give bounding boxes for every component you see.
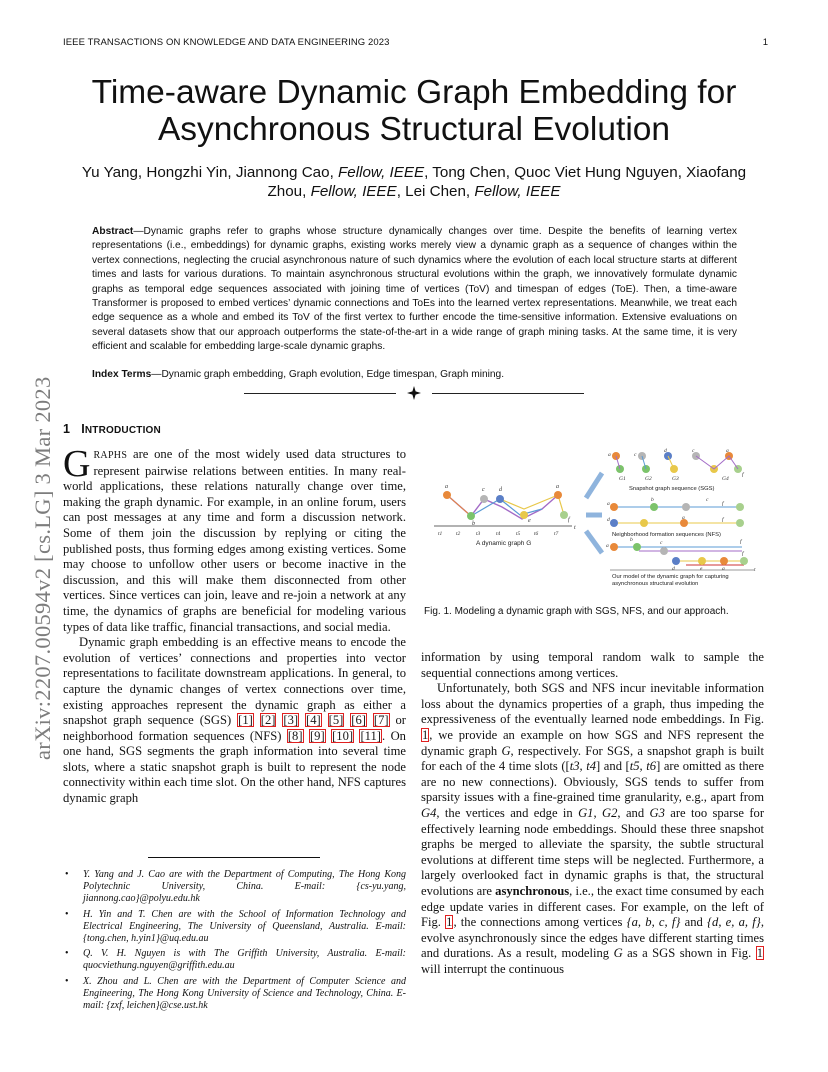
svg-text:e: e: [700, 566, 703, 572]
citation-link[interactable]: [6]: [351, 713, 366, 728]
time-label: t4: [496, 531, 501, 537]
index-terms-text: —Dynamic graph embedding, Graph evolution, Edge timespan, Graph mining.: [151, 369, 505, 380]
figure-link[interactable]: 1: [422, 727, 429, 742]
math-G4: G4: [421, 805, 437, 820]
intro-p2c: . On one hand, SGS segments the graph information into several time slots, where a static snapshot graph is built to represent the node connectivity within each time slot. On the other hand, NFS captures dynamic graph: [63, 728, 406, 806]
footnote-text: H. Yin and T. Chen are with the School of Information Technology and Electrical Engineering, The University of Queensland, Australia. E-mail: {tong.chen, h.yin1}@uq.edu.au: [83, 908, 406, 945]
svg-text:b: b: [651, 497, 654, 503]
svg-text:a: a: [722, 566, 725, 572]
intro-paragraph-2: [63, 635, 406, 807]
section-title-rest: NTRODUCTION: [84, 425, 161, 436]
running-head: IEEE TRANSACTIONS ON KNOWLEDGE AND DATA ENGINEERING 2023: [63, 37, 390, 48]
snapshot-name: G2: [645, 476, 652, 482]
authors-part-2: , Tong Chen, Quoc Viet Hung Nguyen, Xiaofang Zhou,: [267, 164, 747, 200]
text: Unfortunately, both SGS and NFS incur inevitable information loss about the dynamics properties of a graph, thus impeding the expressiveness of the eventually learned node embeddings. In Fig.: [421, 681, 764, 727]
abstract-label: Abstract: [92, 226, 134, 237]
dropcap: G: [63, 443, 91, 485]
node-c: [480, 495, 488, 503]
text: as a SGS shown in Fig.: [622, 946, 756, 961]
paper-title: Time-aware Dynamic Graph Embedding for Asynchronous Structural Evolution: [91, 74, 737, 148]
time-label: t6: [534, 531, 539, 537]
footnote-rule: [148, 857, 320, 858]
node-e: [520, 511, 528, 519]
sgs-panel: [608, 448, 745, 492]
svg-text:t: t: [574, 525, 576, 531]
svg-text:f: f: [740, 539, 742, 545]
math-G1: G1: [578, 805, 594, 820]
intro-p2b: or neighborhood formation sequences (NFS): [63, 713, 406, 743]
svg-text:a: a: [682, 515, 685, 521]
svg-text:c: c: [706, 497, 709, 503]
intro-smallcaps: RAPHS: [93, 450, 128, 461]
ours-panel: [606, 537, 756, 587]
svg-text:d: d: [664, 448, 667, 454]
svg-text:a: a: [445, 484, 448, 490]
time-label: t3: [476, 531, 481, 537]
citation-link[interactable]: [9]: [309, 728, 325, 743]
footnotes: [63, 869, 406, 1015]
svg-text:t: t: [754, 567, 756, 573]
svg-text:a: a: [608, 452, 611, 458]
figure-1: [424, 443, 764, 593]
svg-text:f: f: [722, 517, 724, 523]
svg-text:a: a: [726, 448, 729, 454]
text: , the connections among vertices: [453, 915, 627, 930]
ours-label-2: asynchronous structural evolution: [612, 581, 699, 587]
dynamic-graph-label: A dynamic graph G: [476, 540, 532, 547]
math-set: {a, b, c, f}: [626, 915, 681, 930]
index-terms: [92, 368, 737, 382]
arxiv-stamp: [22, 290, 62, 760]
sgs-label: Snapshot graph sequence (SGS): [629, 486, 715, 492]
dynamic-graph-panel: [434, 484, 576, 547]
svg-text:d: d: [499, 487, 502, 493]
authors-fellow-2: Fellow, IEEE: [310, 183, 397, 200]
intro-paragraph-1: [63, 443, 406, 635]
index-terms-label: Index Terms: [92, 369, 152, 380]
citation-link[interactable]: [8]: [287, 728, 303, 743]
footnote-1: • Y. Yang and J. Cao are with the Department of Computing, The Hong Kong Polytechnic University, China. E-mail: {cs-yu.yang, jiannong.cao}@polyu.edu.hk: [65, 869, 406, 905]
math-G2: G2: [602, 805, 618, 820]
right-column: [421, 650, 764, 977]
math-interval: t5, t6: [629, 759, 657, 774]
arxiv-stamp-text: arXiv:2207.00594v2 [cs.LG] 3 Mar 2023: [30, 376, 55, 760]
intro-p1-text: are one of the most widely used data structures to represent pairwise relations between entities. In many real-world applications, these relations naturally change over time, making the graph dynamic. For example, in an online forum, users can post messages at any time and form a discussion network. Some of them join the discussion by replying or citing the published posts, thus forming edges among existing vertices. Some may choose to unfollow other users or become inactive in the discussion, and this will make them disconnected from other vertices. Since vertices can join, leave and re-join a network at any time, the dynamics of graphs are beneficial for modeling various types of data like traffic, financial transactions, and social media.: [63, 447, 406, 634]
intro-p2a: Dynamic graph embedding is an effective means to encode the evolution of vertices’ connections and properties into vector representations to facilitate downstream applications. In general, to capture the dynamic changes of vertex connections over time, existing approaches represent the dynamic graph as either a snapshot graph sequence (SGS): [63, 635, 406, 728]
footnote-text: Q. V. H. Nguyen is with The Griffith University, Australia. E-mail: quocviethung.nguyen@griffith.edu.au: [83, 948, 406, 972]
svg-text:f: f: [742, 551, 744, 557]
svg-text:c: c: [634, 452, 637, 458]
svg-text:c: c: [692, 448, 695, 454]
intro-paragraph-2-cont: information by using temporal random walk to sample the sequential connections among vertices.: [421, 650, 764, 680]
footnote-3: • Q. V. H. Nguyen is with The Griffith University, Australia. E-mail: quocviethung.nguyen@griffith.edu.au: [65, 948, 406, 972]
node-a: [443, 491, 451, 499]
math-G: G: [501, 743, 511, 758]
text: , i.e., the exact time consumed by each edge update varies in different cases. For example, on the left of Fig.: [421, 883, 764, 930]
ours-label-1: Our model of the dynamic graph for capturing: [612, 574, 729, 580]
authors-part-3: , Lei Chen,: [396, 183, 475, 200]
svg-text:b: b: [472, 521, 475, 527]
node-a: [554, 491, 562, 499]
svg-text:d: d: [607, 517, 610, 523]
svg-text:e: e: [528, 518, 531, 524]
svg-text:a: a: [556, 484, 559, 490]
text: , respectively. For SGS, a snapshot graph is built for each of the 4 time slots ([: [421, 743, 764, 774]
svg-text:c: c: [660, 540, 663, 546]
node-b: [467, 512, 475, 520]
citation-link[interactable]: [11]: [360, 728, 381, 743]
footnote-text: Y. Yang and J. Cao are with the Department of Computing, The Hong Kong Polytechnic University, China. E-mail: {cs-yu.yang, jiannong.cao}@polyu.edu.hk: [83, 869, 406, 905]
svg-text:a: a: [606, 543, 609, 549]
authors-fellow-3: Fellow, IEEE: [474, 183, 561, 200]
section-heading: [63, 422, 161, 436]
figure-link[interactable]: 1: [446, 915, 453, 930]
text: ] are omitted as there are no new connections). Obviously, SGS tends to suffer from sparsity issues with a fine-grained time granularity, e.g., apart from: [421, 759, 765, 805]
abstract: [92, 225, 737, 355]
text: , and: [617, 805, 650, 820]
math-interval: t3, t4: [569, 759, 597, 774]
svg-text:f: f: [722, 501, 724, 507]
footnote-4: • X. Zhou and L. Chen are with the Department of Computer Science and Engineering, The Hong Kong University of Science and Technology, China. E-mail: {zxf, leichen}@cse.ust.hk: [65, 975, 406, 1012]
page-number: 1: [762, 37, 768, 48]
citation-link[interactable]: [4]: [306, 713, 321, 728]
snapshot-name: G3: [672, 476, 679, 482]
section-number: 1: [63, 422, 71, 436]
time-label: t7: [554, 531, 559, 537]
nfs-label: Neighborhood formation sequences (NFS): [612, 532, 721, 538]
divider-star-icon: [407, 386, 421, 400]
text: , evolve asynchronously since the edges have different starting times and durations. As a result, modeling: [421, 915, 764, 961]
bold-asynchronous: asynchronous: [495, 883, 570, 898]
text: will interrupt the continuous: [421, 961, 565, 976]
citation-link[interactable]: [1]: [238, 713, 253, 728]
figure-link[interactable]: 1: [756, 946, 764, 961]
text: ,: [593, 805, 603, 820]
arrows: [586, 473, 602, 553]
text: are too sparse for effectively learning node embeddings. Should these three snapshot graphs be merged to alleviate the sparsity, the subtle structural evolutions at different time steps will be neglected. Furthermore, a largely overlooked fact in dynamic graphs is that, the structural evolutions are: [421, 805, 765, 898]
text: , the vertices and edge in: [436, 805, 579, 820]
svg-text:f: f: [568, 517, 570, 523]
math-G3: G3: [649, 805, 665, 820]
authors-fellow-1: Fellow, IEEE: [338, 164, 425, 181]
footnote-text: X. Zhou and L. Chen are with the Department of Computer Science and Engineering, The Hong Kong University of Science and Technology, China. E-mail: {zxf, leichen}@cse.ust.hk: [83, 975, 406, 1012]
svg-text:c: c: [482, 487, 485, 493]
abstract-text: —Dynamic graphs refer to graphs whose structure dynamically changes over time. Despite the benefits of learning vertex representations (i.e., embeddings) for dynamic graphs, existing works merely view a dynamic graph as a sequence of changes within the vertex connections, neglecting the crucial asynchronous nature of such dynamics where the evolution of each local structure starts at different times and lasts for various durations. To maintain asynchronous structural evolutions within the graph, we innovatively formulate dynamic graphs as temporal edge sequences associated with joining time of vertices (ToV) and timespan of edges (ToE). Then, a time-aware Transformer is proposed to embed vertices’ dynamic connections and ToEs into the learned vertex representations. Meanwhile, we treat each edge sequence as a whole and embed its ToV of the first vertex to further encode the time-sensitive information. Extensive evaluations on several datasets show that our approach outperforms the state-of-the-art in a wide range of graph mining tasks. At the same time, it is very efficient and scalable for embedding large-scale dynamic graphs.: [92, 226, 737, 353]
citation-link[interactable]: [5]: [328, 713, 344, 728]
time-label: t5: [516, 531, 521, 537]
snapshot-name: G4: [722, 476, 729, 482]
figure-caption: Fig. 1. Modeling a dynamic graph with SGS, NFS, and our approach.: [424, 606, 729, 617]
node-d: [496, 495, 504, 503]
citation-link[interactable]: [10]: [332, 728, 354, 743]
text: ] and [: [596, 759, 630, 774]
citation-link[interactable]: [2]: [260, 713, 276, 728]
svg-text:b: b: [630, 537, 633, 543]
time-label: t2: [456, 531, 461, 537]
text: , we provide an example on how SGS and NFS represent the dynamic graph: [421, 727, 764, 758]
text: and: [680, 915, 707, 930]
svg-text:d: d: [672, 566, 675, 572]
snapshot-name: G1: [619, 476, 626, 482]
svg-text:a: a: [607, 501, 610, 507]
time-label: t1: [438, 531, 443, 537]
math-set: {d, e, a, f}: [707, 915, 761, 930]
footnote-2: • H. Yin and T. Chen are with the School of Information Technology and Electrical Engineering, The University of Queensland, Australia. E-mail: {tong.chen, h.yin1}@uq.edu.au: [65, 908, 406, 945]
authors-part-1: Yu Yang, Hongzhi Yin, Jiannong Cao,: [81, 164, 339, 181]
intro-paragraph-3: [421, 681, 764, 977]
citation-link[interactable]: [3]: [283, 713, 299, 728]
section-first-letter: I: [81, 422, 85, 436]
math-G: G: [613, 946, 623, 961]
citation-link[interactable]: [7]: [373, 713, 389, 728]
author-list: [70, 163, 758, 201]
nfs-panel: [607, 497, 744, 538]
left-column: [63, 443, 406, 807]
svg-text:f: f: [742, 472, 744, 478]
section-divider: [244, 386, 584, 400]
node-f: [560, 511, 568, 519]
